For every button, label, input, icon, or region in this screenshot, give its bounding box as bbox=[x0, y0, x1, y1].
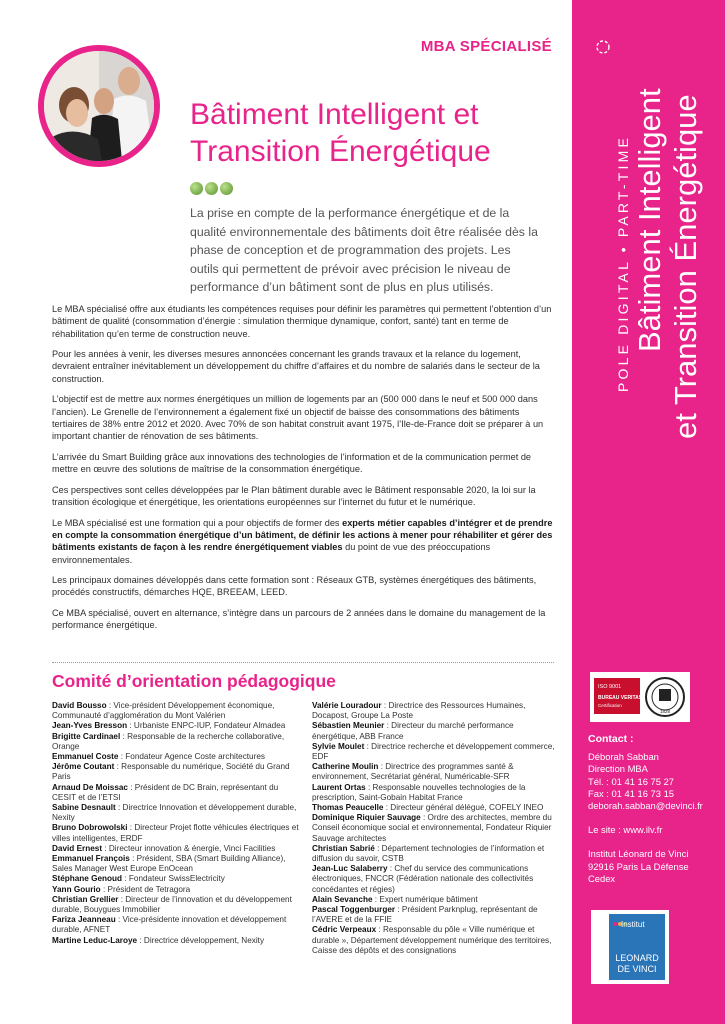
member-role: : Directrice développement, Nexity bbox=[137, 935, 265, 945]
member-role: : Fondateur SwissElectricity bbox=[122, 874, 225, 884]
member-name: Dominique Riquier Sauvage bbox=[312, 813, 421, 823]
comite-member bbox=[52, 874, 302, 884]
contact-email[interactable]: deborah.sabban@devinci.fr bbox=[588, 800, 703, 812]
contact-block bbox=[588, 733, 718, 885]
divider bbox=[52, 662, 554, 663]
member-role: : Président, SBA (Smart Building Alliance), Sales Manager West Europe EnOcean bbox=[52, 854, 286, 874]
member-name: Arnaud De Moissac bbox=[52, 782, 128, 792]
comite-member bbox=[52, 936, 302, 946]
title-line-1: Bâtiment Intelligent et bbox=[190, 98, 479, 131]
member-role: : Directeur innovation & énergie, Vinci Facilities bbox=[102, 843, 276, 853]
comite-member bbox=[52, 885, 302, 895]
member-name: Pascal Toggenburger bbox=[312, 905, 396, 915]
member-role: : Responsable du numérique, Société du Grand Paris bbox=[52, 762, 290, 782]
dot-icon bbox=[205, 182, 218, 195]
comite-member bbox=[52, 783, 302, 803]
dot-icon bbox=[190, 182, 203, 195]
member-role: : Directeur général délégué, COFELY INEO bbox=[383, 803, 544, 813]
member-role: : Directeur de l’innovation et du développement durable, Bouygues Immobilier bbox=[52, 894, 292, 915]
member-name: Valérie Louradour bbox=[312, 701, 382, 710]
cert-year: 1828 bbox=[659, 709, 671, 714]
member-name: Jean-Luc Salaberry bbox=[312, 864, 388, 874]
page-title bbox=[190, 96, 491, 170]
member-role: : Directrice des Ressources Humaines, Docapost, Groupe La Poste bbox=[312, 701, 526, 721]
member-name: Fariza Jeanneau bbox=[52, 915, 116, 925]
comite-member bbox=[312, 701, 560, 721]
member-role: : Directrice Innovation et développement durable, Nexity bbox=[52, 803, 297, 823]
member-role: : Vice-président Développement économique, Communauté d’agglomération du Mont Valérien bbox=[52, 701, 275, 721]
comite-member bbox=[52, 895, 302, 915]
paragraph-bold: experts métier capables d’intégrer et de prendre en compte la consommation énergétique d’un bâtiment, de définir les actions à mener pour réhabiliter et gérer des bâtiments existants de façon à les rendre énergétiquement viables bbox=[52, 517, 553, 553]
cert-label: Certification bbox=[598, 703, 622, 708]
member-role: : Vice-présidente innovation et développement durable, AFNET bbox=[52, 915, 287, 935]
member-role: : Fondateur Agence Coste architectures bbox=[118, 752, 265, 762]
member-role: : Expert numérique bâtiment bbox=[372, 894, 478, 904]
paragraph: Le MBA spécialisé offre aux étudiants les compétences requises pour définir les paramètres qui permettent l’obtention d’un bâtiment de qualité (consommation d’énergie : simulation thermique dynamique, confort, santé) tant en terme de réhabilitation qu’en terme de construction neuve. bbox=[52, 304, 552, 339]
comite-list-right bbox=[312, 701, 560, 956]
comite-member bbox=[312, 864, 560, 895]
member-name: Martine Leduc-Laroye bbox=[52, 935, 138, 945]
member-role: : Département technologies de l’information et diffusion du savoir, CSTB bbox=[312, 843, 545, 864]
ilv-logo-line-2: LEONARD bbox=[615, 953, 659, 963]
ilv-logo-line-1: Institut bbox=[621, 920, 645, 929]
member-name: Bruno Dobrowolski bbox=[52, 823, 128, 833]
member-name: Sabine Desnault bbox=[52, 803, 116, 813]
contact-name: Déborah Sabban bbox=[588, 751, 659, 763]
comite-member bbox=[312, 783, 560, 803]
member-name: Cédric Verpeaux bbox=[312, 925, 377, 935]
member-name: Alain Sevanche bbox=[312, 894, 373, 904]
member-role: : Chef du service des communications électroniques, FNCCR (Fédération nationale des collectivités concédantes et régies) bbox=[312, 864, 534, 894]
member-role: : Urbaniste ENPC-IUP, Fondateur Almadea bbox=[127, 721, 286, 731]
ilv-logo-line-3: DE VINCI bbox=[617, 964, 657, 974]
website-link[interactable]: Le site : www.ilv.fr bbox=[588, 824, 663, 836]
address-line-3: Cedex bbox=[588, 872, 616, 884]
address-line-2: 92916 Paris La Défense bbox=[588, 860, 689, 872]
comite-member bbox=[312, 803, 560, 813]
certification-logo bbox=[590, 672, 690, 722]
comite-member bbox=[52, 762, 302, 782]
sidebar-title-line-2: et Transition Énergétique bbox=[668, 94, 703, 439]
member-name: Thomas Peaucelle bbox=[312, 803, 384, 813]
member-name: Laurent Ortas bbox=[312, 782, 366, 792]
comite-member bbox=[52, 721, 302, 731]
cert-iso: ISO 9001 bbox=[598, 684, 622, 690]
member-role: : Président Parknplug, représentant de l’AVERE et de la FFIE bbox=[312, 905, 538, 925]
paragraph: L’arrivée du Smart Building grâce aux innovations des technologies de l’information et de la communication permet de mettre en œuvre des solutions de maîtrise de la consommation énergétique. bbox=[52, 451, 532, 475]
paragraph: Ce MBA spécialisé, ouvert en alternance, s’intègre dans un parcours de 2 années dans le domaine du management de la performance énergétique. bbox=[52, 608, 546, 631]
comite-list-left bbox=[52, 701, 302, 946]
member-name: Sébastien Meunier bbox=[312, 721, 385, 731]
comite-member bbox=[312, 721, 560, 741]
member-role: : Président de DC Brain, représentant du CESIT et de l’ETSI bbox=[52, 782, 279, 802]
comite-member bbox=[52, 732, 302, 752]
paragraph: Les principaux domaines développés dans cette formation sont : Réseaux GTB, systèmes énergétiques des bâtiments, procédés constructifs, démarches HQE, BREEAM, LEED. bbox=[52, 575, 537, 598]
comite-member bbox=[312, 895, 560, 905]
contact-tel: Tél. : 01 41 16 75 27 bbox=[588, 775, 675, 787]
header-photo bbox=[38, 45, 160, 167]
address-line-1: Institut Léonard de Vinci bbox=[588, 848, 689, 860]
member-name: Jérôme Coutant bbox=[52, 762, 115, 772]
member-name: Emmanuel François bbox=[52, 854, 130, 864]
member-role: : Directrice des programmes santé & environnement, Secrétariat général, Numéricable-SFR bbox=[312, 762, 514, 782]
member-name: Stéphane Genoud bbox=[52, 874, 123, 884]
comite-member bbox=[312, 762, 560, 782]
contact-fax: Fax : 01 41 16 73 15 bbox=[588, 787, 675, 799]
intro-paragraph: La prise en compte de la performance énergétique et de la qualité environnementale des bâtiments doit être réalisée dès la phase de conception et de programmation des projets. Les outils qui permettent de prévoir avec précision le niveau de performance d’un bâtiment sont de plus en plus utilisés. bbox=[190, 206, 538, 295]
body-text bbox=[52, 303, 554, 640]
comite-member bbox=[52, 915, 302, 935]
member-name: Jean-Yves Bresson bbox=[52, 721, 128, 731]
sidebar-vertical-title bbox=[596, 40, 706, 450]
member-name: Catherine Moulin bbox=[312, 762, 379, 772]
paragraph: L’objectif est de mettre aux normes énergétiques un million de logements par an (500 000 dans le neuf et 500 000 dans l’ancien). Le Grenelle de l’environnement a également fixé un objectif de baisse des consommations des bâtiments tertiaires de 38% entre 2012 et 2020. Avec 70% de son habitat construit avant 1975, l’Ile-de-France doit se préparer à un important chantier de rénovation de ses bâtiments. bbox=[52, 394, 544, 442]
member-name: Christian Grellier bbox=[52, 894, 119, 904]
cert-bv: BUREAU VERITAS bbox=[598, 695, 643, 701]
comite-member bbox=[52, 823, 302, 843]
ilv-logo-box bbox=[609, 914, 665, 980]
green-dots-icon bbox=[190, 182, 233, 195]
program-label: MBA SPÉCIALISÉ bbox=[420, 38, 552, 55]
comite-member bbox=[52, 701, 302, 721]
member-name: David Bousso bbox=[52, 701, 107, 710]
title-line-2: Transition Énergétique bbox=[190, 135, 491, 168]
paragraph bbox=[52, 517, 554, 566]
member-role: : Responsable nouvelles technologies de la prescription, Saint-Gobain Habitat France bbox=[312, 782, 526, 802]
paragraph: Pour les années à venir, les diverses mesures annoncées concernant les grands travaux et la relance du logement, devraient entraîner inévitablement un développement du chiffre d’affaires et du nombre de salariés dans le secteur de la construction. bbox=[52, 349, 540, 384]
people-photo bbox=[44, 51, 154, 161]
paragraph: Ces perspectives sont celles développées par le Plan bâtiment durable avec le Bâtiment responsable 2020, la loi sur la transition écologique et énergétique, les orientations européennes sur l’internet du futur et le numérique. bbox=[52, 484, 536, 508]
member-name: Christian Sabrié bbox=[312, 843, 375, 853]
member-role: : Responsable de la recherche collaborative, Orange bbox=[52, 731, 285, 751]
member-role: : Directrice recherche et développement commerce, EDF bbox=[312, 741, 555, 762]
comite-member bbox=[312, 844, 560, 864]
member-role: : Président de Tetragora bbox=[100, 884, 191, 894]
comite-member bbox=[52, 803, 302, 823]
contact-label: Contact : bbox=[588, 733, 634, 745]
sidebar-title-line-1: Bâtiment Intelligent bbox=[632, 88, 667, 352]
contact-role: Direction MBA bbox=[588, 763, 648, 775]
member-role: : Ordre des architectes, membre du Conseil économique social et environnemental, Fondateur Riquier Sauvage architectes bbox=[312, 813, 552, 843]
comite-member bbox=[312, 905, 560, 925]
member-name: Sylvie Moulet bbox=[312, 741, 365, 751]
comite-member bbox=[312, 742, 560, 762]
comite-member bbox=[312, 925, 560, 956]
comite-title: Comité d’orientation pédagogique bbox=[52, 671, 336, 691]
member-name: Emmanuel Coste bbox=[52, 752, 119, 762]
member-name: Brigitte Cardinael bbox=[52, 731, 121, 741]
member-role: : Directeur Projet flotte véhicules électriques et villes intelligentes, ERDF bbox=[52, 823, 299, 843]
dot-icon bbox=[220, 182, 233, 195]
comite-member bbox=[52, 844, 302, 854]
ilv-logo bbox=[591, 910, 669, 984]
member-role: : Directeur du marché performance énergétique, ABB France bbox=[312, 721, 514, 741]
member-role: : Responsable du pôle « Ville numérique et durable », Département développement numérique des territoires, Caisse des dépôts et des consignations bbox=[312, 925, 552, 955]
sidebar-small-line: POLE DIGITAL • PART-TIME bbox=[615, 135, 631, 392]
paragraph-end: du point de vue des préoccupations environnementales. bbox=[52, 542, 491, 565]
comite-member bbox=[312, 813, 560, 844]
comite-member bbox=[52, 854, 302, 874]
member-name: David Ernest bbox=[52, 843, 103, 853]
paragraph-start: Le MBA spécialisé est une formation qui a pour objectifs de former des bbox=[52, 517, 343, 528]
comite-member bbox=[52, 752, 302, 762]
member-name: Yann Gourio bbox=[52, 884, 101, 894]
